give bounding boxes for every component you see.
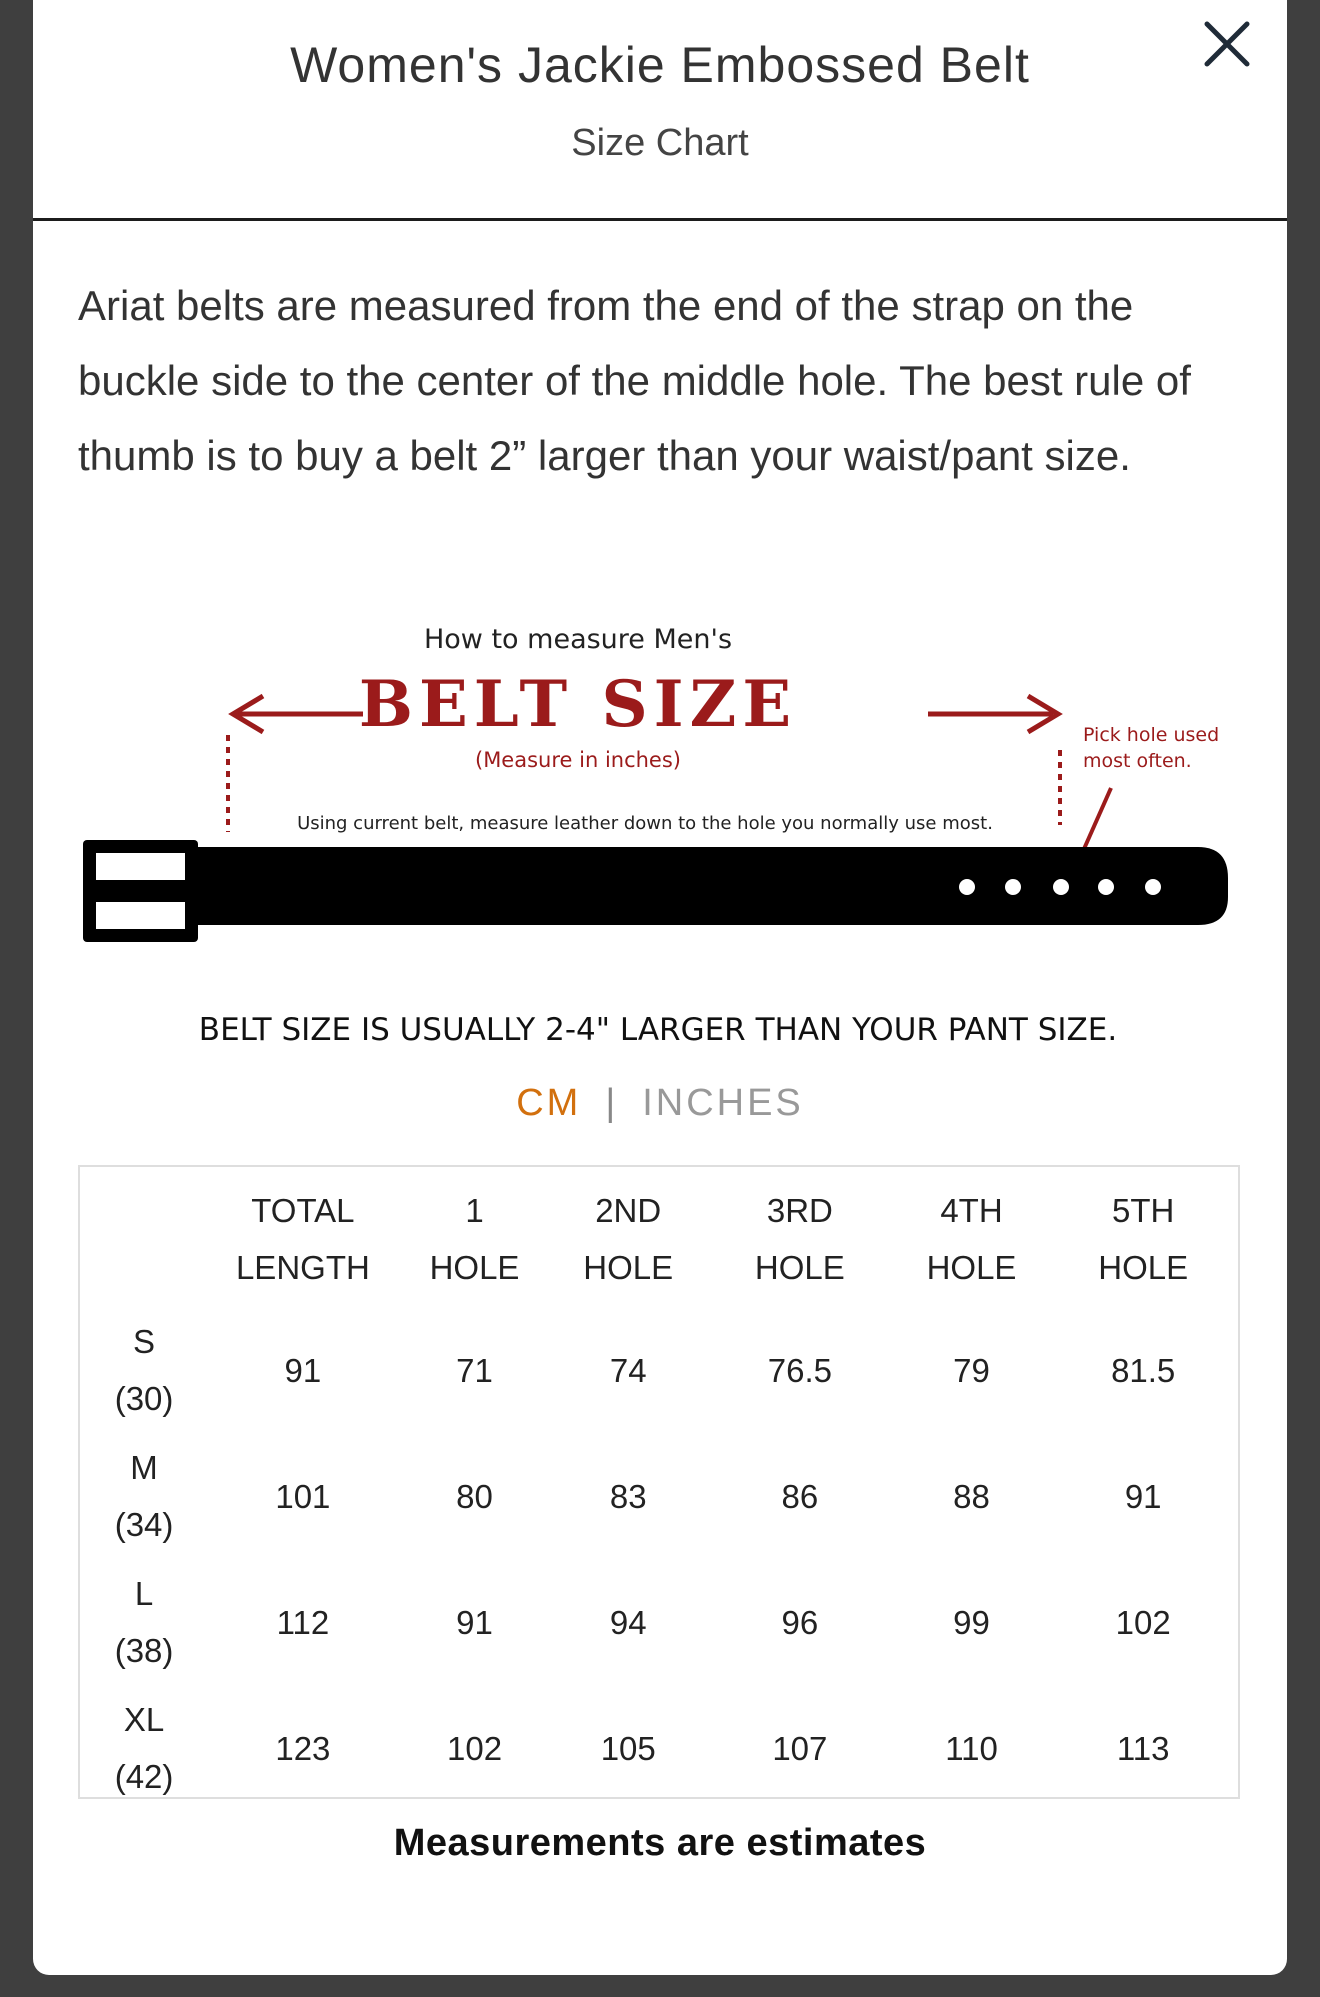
modal-subtitle: Size Chart [571,122,749,164]
table-row [80,1307,1238,1433]
table-header-cell: 5TH HOLE [1098,1192,1189,1286]
close-icon [1197,14,1257,74]
size-label-cell: XL (42) [114,1701,174,1795]
table-cell: 94 [609,1603,647,1641]
table-cell: 71 [456,1351,493,1389]
diagram-heading: How to measure Men's [423,624,733,655]
table-cell: 91 [284,1351,322,1389]
belt-icon [83,840,1228,942]
table-header-cell: 4TH HOLE [926,1192,1017,1286]
table-cell: 79 [953,1351,990,1389]
diagram-rule: BELT SIZE IS USUALLY 2-4" LARGER THAN YOUR PANT SIZE. [198,1012,1118,1048]
unit-toggle [33,1082,1287,1125]
unit-inches-toggle[interactable]: INCHES [642,1082,804,1124]
table-row [80,1433,1238,1559]
pick-hole-note-1: Pick hole used [1083,724,1220,746]
size-label-cell: L (38) [114,1575,174,1669]
close-button[interactable] [1197,14,1257,74]
size-label-cell: M (34) [114,1449,174,1543]
table-cell: 81.5 [1111,1351,1176,1389]
table-header-cell [80,1167,208,1307]
table-cell: 123 [275,1729,331,1767]
measurements-note: Measurements are estimates [393,1822,927,1864]
table-cell: 74 [609,1351,647,1389]
pick-hole-note-2: most often. [1083,750,1192,772]
table-cell: 102 [1115,1603,1171,1641]
table-cell: 113 [1116,1729,1170,1767]
table-cell: 96 [781,1603,819,1641]
size-table [78,1165,1240,1799]
belt-diagram [78,600,1238,1050]
table-cell: 102 [446,1729,503,1767]
belt-diagram-graphic [78,600,1238,1050]
table-cell: 76.5 [767,1351,832,1389]
diagram-instruction: Using current belt, measure leather down to the hole you normally use most. [297,813,993,834]
table-cell: 88 [953,1477,990,1515]
table-cell: 91 [1124,1477,1162,1515]
table-cell: 107 [772,1729,828,1767]
table-row [80,1685,1238,1811]
table-row [80,1559,1238,1685]
table-cell: 105 [600,1729,656,1767]
table-header-cell: TOTAL LENGTH [235,1192,370,1286]
unit-cm-toggle[interactable]: CM [516,1082,582,1124]
modal-title: Women's Jackie Embossed Belt [290,37,1030,93]
table-cell: 86 [781,1477,819,1515]
table-cell: 99 [953,1603,990,1641]
size-label-cell: S (30) [114,1323,174,1417]
diagram-big-title: BELT SIZE [358,667,798,742]
left-arrow-icon [233,696,363,732]
table-cell: 83 [609,1477,647,1515]
diagram-subheading: (Measure in inches) [475,748,681,772]
right-arrow-icon [928,696,1058,732]
table-header-row [80,1167,1238,1307]
intro-text: Ariat belts are measured from the end of the strap on the buckle side to the center of the middle hole. The best rule of thumb is to buy a belt 2” larger than your waist/pant size. [78,282,1191,479]
table-cell: 110 [945,1729,998,1767]
size-chart-modal [33,0,1287,1975]
table-header-cell: 3RD HOLE [754,1192,845,1286]
unit-separator: | [605,1082,619,1124]
modal-header [33,0,1287,221]
table-header-cell: 2ND HOLE [583,1192,674,1286]
table-header-cell: 1 HOLE [429,1192,520,1286]
table-cell: 80 [456,1477,493,1515]
table-cell: 101 [275,1477,331,1515]
table-cell: 112 [276,1603,330,1641]
table-cell: 91 [456,1603,493,1641]
